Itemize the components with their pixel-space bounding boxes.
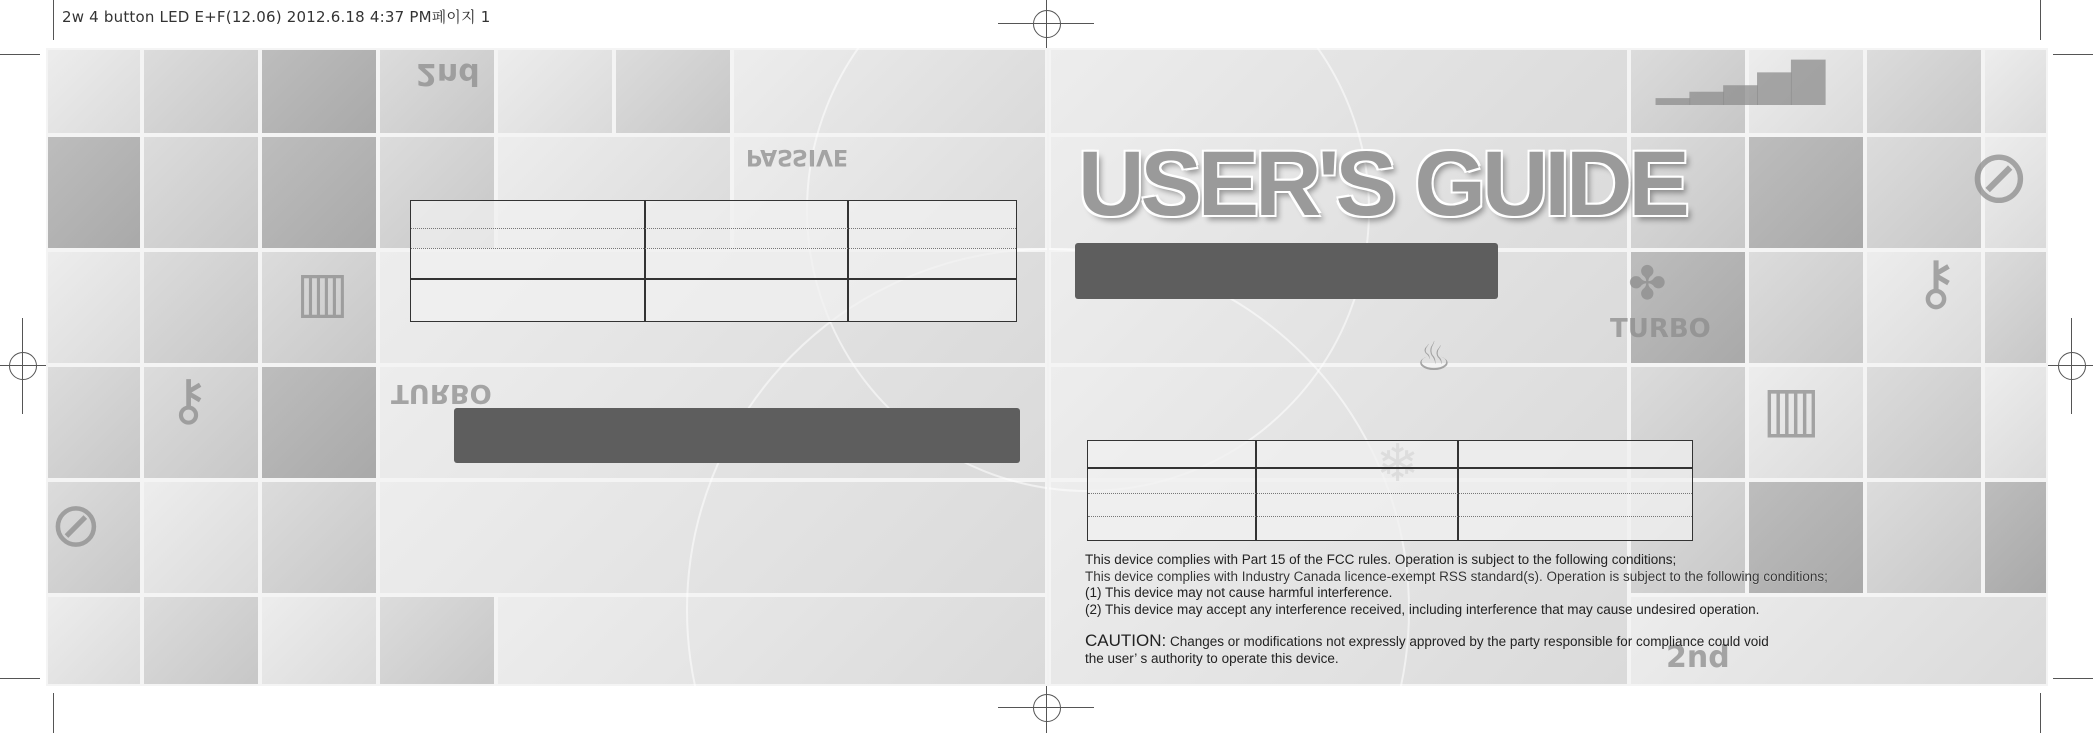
table-divider [1255, 441, 1257, 540]
passive-icon: PASSIVE [746, 144, 849, 169]
turbo-icon: TURBO [1610, 314, 1711, 344]
heat-icon: ♨ [1416, 334, 1452, 380]
registration-mark [2058, 352, 2086, 380]
registration-mark-line [1046, 0, 1047, 48]
crop-mark [2040, 0, 2041, 40]
background-tile [46, 250, 142, 365]
key-icon: ⚷ [1914, 248, 1958, 318]
table-divider [1457, 441, 1459, 540]
registration-mark [1033, 694, 1061, 722]
background-tile [1865, 48, 1983, 135]
background-tile [142, 48, 260, 135]
registration-mark-line [2071, 318, 2072, 414]
background-tile [260, 135, 378, 250]
battery-icon: ▥ [296, 260, 349, 325]
info-table-front [1087, 440, 1693, 541]
registration-mark-line [1046, 686, 1047, 733]
background-tile [260, 480, 378, 595]
background-tile [142, 595, 260, 686]
background-tile [496, 48, 614, 135]
crop-mark [0, 678, 40, 679]
background-tile [142, 135, 260, 250]
second-gear-icon: 2nd [416, 56, 480, 91]
background-tile [260, 595, 378, 686]
registration-mark-line [22, 318, 23, 414]
page-fold [1047, 48, 1049, 686]
fcc-line: (1) This device may not cause harmful interference. [1085, 585, 1393, 600]
background-tile [142, 250, 260, 365]
table-rule [1088, 516, 1692, 517]
registration-mark [9, 352, 37, 380]
background-tile [46, 48, 142, 135]
label-bar-back [454, 408, 1020, 463]
background-tile [1983, 365, 2048, 480]
key-icon: ⚷ [168, 368, 210, 433]
background-tile [1747, 250, 1865, 365]
caution-label: CAUTION: [1085, 631, 1167, 650]
caution-text: Changes or modifications not expressly approved by the party responsible for compliance could void [1166, 634, 1769, 649]
background-tile [1865, 480, 1983, 595]
caution-text-continued: the user’ s authority to operate this device. [1085, 651, 1339, 666]
background-tile [260, 48, 378, 135]
crop-mark [53, 693, 54, 733]
info-table-back [410, 200, 1017, 322]
industry-canada-line: This device complies with Industry Canada licence-exempt RSS standard(s). Operation is subject to the following conditions; [1085, 568, 1828, 584]
background-tile [1747, 135, 1865, 250]
no-smoking-icon: ⊘ [1968, 134, 2031, 220]
cover-title: USER'S GUIDE [1078, 133, 1686, 235]
fcc-line: This device complies with Part 15 of the FCC rules. Operation is subject to the following conditions; [1085, 552, 1677, 567]
table-divider [1088, 467, 1692, 469]
model-label-bar [1075, 243, 1498, 299]
background-tile [1983, 48, 2048, 135]
background-tile [1983, 480, 2048, 595]
background-tile [46, 595, 142, 686]
table-divider [847, 201, 849, 321]
fcc-line: (2) This device may accept any interference received, including interference that may cause undesired operation. [1085, 601, 1760, 617]
table-divider [411, 278, 1016, 280]
battery-icon: ▥ [1762, 372, 1821, 445]
background-tile [142, 480, 260, 595]
crop-mark [2040, 693, 2041, 733]
antenna-signal-icon: ▁▂▃▅▇ [1656, 54, 1826, 105]
caution-notice [1085, 632, 1805, 667]
crop-mark [53, 0, 54, 40]
no-smoking-icon: ⊘ [50, 488, 102, 561]
turbo-icon: TURBO [391, 378, 492, 408]
print-slug: 2w 4 button LED E+F(12.06) 2012.6.18 4:37 PM페이지 1 [62, 8, 491, 26]
background-tile [46, 135, 142, 250]
fcc-statement [1085, 552, 1828, 618]
crop-mark [2053, 678, 2093, 679]
background-tile [260, 365, 378, 480]
table-rule [1088, 493, 1692, 494]
background-tile [378, 595, 496, 686]
crop-mark [0, 54, 40, 55]
registration-mark [1033, 10, 1061, 38]
table-rule [411, 228, 1016, 229]
background-tile [46, 365, 142, 480]
registration-mark-line [0, 365, 46, 366]
background-tile [1865, 365, 1983, 480]
second-gear-icon: 2nd [1666, 640, 1730, 675]
table-rule [411, 248, 1016, 249]
table-divider [644, 201, 646, 321]
background-tile [1983, 250, 2048, 365]
background-tile [614, 48, 732, 135]
background-tile [1865, 135, 1983, 250]
crop-mark [2053, 54, 2093, 55]
fan-icon: ✤ [1628, 256, 1667, 310]
